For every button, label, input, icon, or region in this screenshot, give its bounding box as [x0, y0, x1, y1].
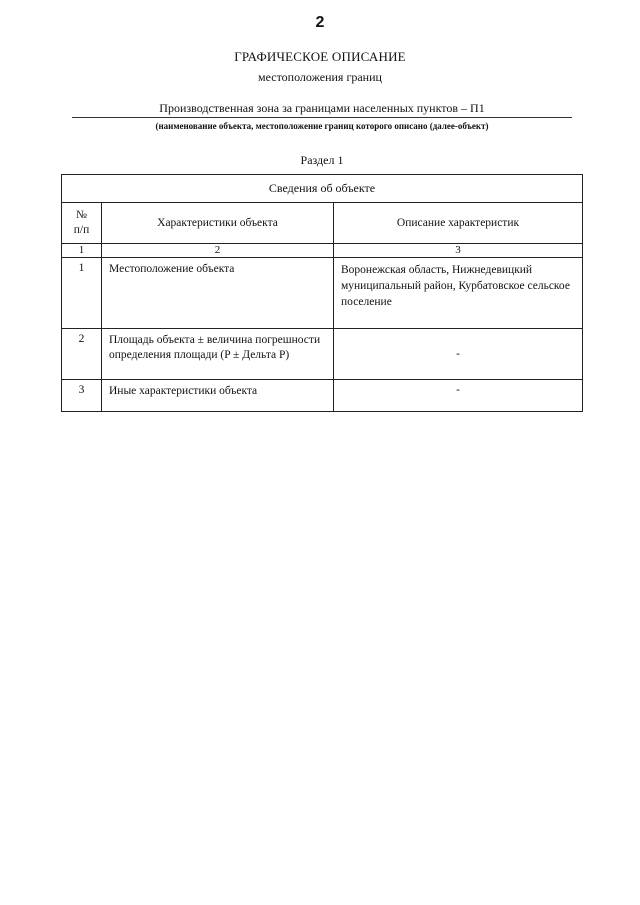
object-name: Производственная зона за границами населенных пунктов – П1 — [159, 101, 485, 115]
column-index: 3 — [334, 244, 583, 258]
table-row — [62, 329, 583, 380]
column-header-characteristic: Характеристики объекта — [102, 203, 334, 244]
table-header-row — [62, 175, 583, 203]
row-characteristic: Местоположение объекта — [102, 258, 334, 329]
row-description: - — [334, 380, 583, 412]
object-info-table — [61, 174, 583, 412]
row-characteristic: Площадь объекта ± величина погрешности определения площади (P ± Дельта P) — [102, 329, 334, 380]
row-number: 3 — [62, 380, 102, 412]
table-index-row — [62, 244, 583, 258]
object-caption: (наименование объекта, местоположение границ которого описано (далее-объект) — [155, 121, 489, 131]
row-characteristic: Иные характеристики объекта — [102, 380, 334, 412]
document-title: ГРАФИЧЕСКОЕ ОПИСАНИЕ — [234, 49, 406, 64]
section-title: Раздел 1 — [300, 153, 344, 167]
column-index: 1 — [62, 244, 102, 258]
column-header-num — [62, 203, 102, 244]
object-name-underline — [72, 117, 572, 118]
row-description: - — [334, 329, 583, 380]
row-number: 1 — [62, 258, 102, 329]
table-header: Сведения об объекте — [62, 175, 583, 203]
table-row — [62, 380, 583, 412]
row-description: Воронежская область, Нижнедевицкий муниципальный район, Курбатовское сельское поселение — [334, 258, 583, 329]
column-header-num-text: № п/п — [73, 209, 90, 236]
document-subtitle: местоположения границ — [258, 70, 382, 84]
column-header-description: Описание характеристик — [334, 203, 583, 244]
table-row — [62, 258, 583, 329]
page-number: 2 — [315, 14, 325, 31]
column-index: 2 — [102, 244, 334, 258]
table-column-header-row — [62, 203, 583, 244]
row-number: 2 — [62, 329, 102, 380]
